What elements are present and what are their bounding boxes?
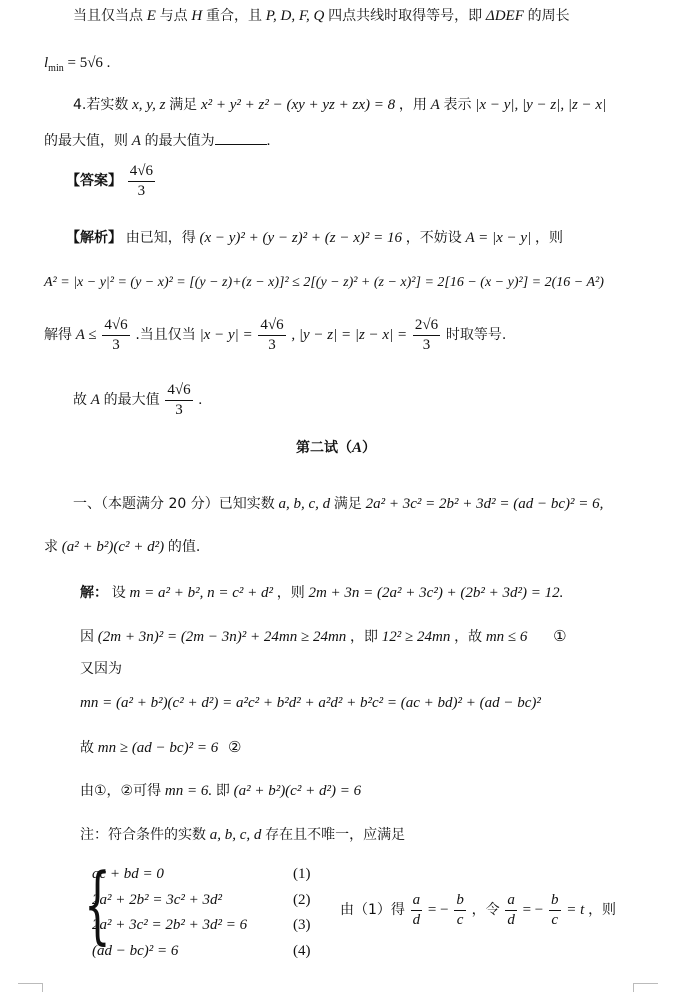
text: 的最大值 bbox=[103, 391, 160, 408]
text: 由已知，得 bbox=[125, 230, 196, 246]
math: (x − y)² + (y − z)² + (z − x)² = 16 bbox=[199, 230, 402, 246]
section-title bbox=[296, 441, 376, 456]
text: 的值. bbox=[167, 539, 201, 555]
text: ，用 bbox=[398, 97, 427, 113]
math: , |y − z| = |z − x| = bbox=[291, 326, 408, 343]
math: mn ≤ 6 bbox=[485, 629, 528, 645]
math: A ≤ bbox=[75, 326, 97, 343]
text: ，故 bbox=[454, 629, 483, 645]
numerator: 4√6 bbox=[102, 318, 129, 336]
math: mn ≥ (ad − bc)² = 6 bbox=[97, 740, 219, 756]
equation-tag: (3) bbox=[293, 917, 311, 933]
problem-statement bbox=[44, 540, 200, 555]
numerator: a bbox=[505, 893, 517, 911]
math: = 5√6 . bbox=[67, 55, 111, 71]
math: = − bbox=[522, 901, 544, 918]
numerator: a bbox=[411, 893, 423, 911]
text: 由（1）得 bbox=[340, 901, 405, 918]
circled-two-mark: ② bbox=[227, 740, 242, 756]
text: ，则 bbox=[534, 230, 563, 246]
denominator: c bbox=[551, 912, 559, 928]
fraction bbox=[505, 893, 517, 928]
denominator: d bbox=[412, 912, 421, 928]
text: 第二试（ bbox=[296, 440, 352, 456]
text: 满足 bbox=[169, 97, 198, 113]
numerator: 4√6 bbox=[258, 318, 285, 336]
denominator: 3 bbox=[268, 337, 276, 353]
analysis-line bbox=[73, 383, 202, 418]
fraction bbox=[165, 383, 192, 418]
solution-line: 又因为 bbox=[80, 661, 122, 677]
fraction bbox=[549, 893, 561, 928]
text: . bbox=[266, 133, 271, 149]
text: 4.若实数 bbox=[73, 97, 129, 113]
answer bbox=[66, 164, 157, 199]
math: P, D, F, Q bbox=[265, 8, 325, 24]
math: a, b, c, d bbox=[278, 496, 331, 512]
system-equation: ac + bd = 0 bbox=[92, 866, 164, 882]
circled-one-mark: ① bbox=[553, 629, 567, 645]
math: x² + y² + z² − (xy + yz + zx) = 8 bbox=[200, 97, 396, 113]
solution-line bbox=[80, 586, 563, 601]
math: |x − y|, |y − z|, |z − x| bbox=[475, 97, 607, 113]
numerator: 4√6 bbox=[128, 164, 155, 182]
text: 存在且不唯一，应满足 bbox=[265, 827, 406, 843]
left-brace: { bbox=[84, 855, 111, 953]
math: A bbox=[90, 391, 100, 408]
numerator: b bbox=[549, 893, 561, 911]
text: 一、（本题满分 20 分）已知实数 bbox=[73, 496, 275, 512]
text: . bbox=[198, 391, 203, 408]
text: ，则 bbox=[276, 585, 305, 601]
fraction bbox=[128, 164, 155, 199]
denominator: 3 bbox=[137, 183, 146, 199]
analysis-label: 【解析】 bbox=[66, 230, 122, 246]
text: 满足 bbox=[333, 496, 362, 512]
math: H bbox=[191, 8, 203, 24]
math: = − bbox=[427, 901, 449, 918]
analysis-equation: A² = |x − y|² = (y − x)² = [(y − z)+(z − x)]² ≤ 2[(y − z)² + (z − x)²] = 2[16 − (x − y)²] = 2(16 − A²) bbox=[44, 275, 604, 290]
equation-tag: (2) bbox=[293, 892, 311, 908]
denominator: d bbox=[507, 912, 515, 928]
math: (2m + 3n)² = (2m − 3n)² + 24mn ≥ 24mn bbox=[97, 629, 347, 645]
math: E bbox=[146, 8, 156, 24]
solution-equation: mn = (a² + b²)(c² + d²) = a²c² + b²d² + a²d² + b²c² = (ac + bd)² + (ad − bc)² bbox=[80, 695, 541, 711]
text: ） bbox=[362, 440, 377, 456]
math: = t bbox=[566, 901, 585, 918]
text: 表示 bbox=[443, 97, 472, 113]
solution-line bbox=[80, 630, 567, 645]
text: 由①，②可得 bbox=[80, 783, 162, 799]
text: 即 bbox=[215, 783, 230, 799]
text: ，即 bbox=[350, 629, 379, 645]
text: 故 bbox=[80, 740, 94, 756]
solution-line bbox=[80, 828, 405, 843]
math: (a² + b²)(c² + d²) = 6 bbox=[233, 783, 362, 799]
text: 的周长 bbox=[527, 8, 570, 24]
text: .当且仅当 bbox=[135, 326, 196, 343]
denominator: 3 bbox=[175, 402, 183, 418]
text: 求 bbox=[44, 539, 58, 555]
math: 2m + 3n = (2a² + 3c²) + (2b² + 3d²) = 12. bbox=[308, 585, 564, 601]
math: A bbox=[430, 97, 440, 113]
text-line bbox=[73, 9, 570, 24]
subscript: min bbox=[48, 63, 64, 74]
numerator: 2√6 bbox=[413, 318, 440, 336]
solution-line bbox=[80, 784, 361, 799]
analysis-line bbox=[66, 231, 563, 246]
fraction bbox=[258, 318, 285, 353]
denominator: c bbox=[456, 912, 464, 928]
text: 当且仅当点 bbox=[73, 8, 143, 24]
text: 的最大值，则 bbox=[44, 133, 128, 149]
denominator: 3 bbox=[422, 337, 431, 353]
text: 的最大值为 bbox=[144, 133, 215, 149]
answer-blank bbox=[215, 144, 267, 145]
math: x, y, z bbox=[132, 97, 166, 113]
numerator: b bbox=[454, 893, 466, 911]
math: A bbox=[131, 133, 141, 149]
math: A = |x − y| bbox=[465, 230, 532, 246]
text: 重合，且 bbox=[206, 8, 263, 24]
text: 设 bbox=[111, 585, 126, 601]
equation-tag: (4) bbox=[293, 943, 311, 959]
numerator: 4√6 bbox=[165, 383, 192, 401]
text: ，不妨设 bbox=[405, 230, 462, 246]
system-equation: 2a² + 2b² = 3c² + 3d² bbox=[92, 892, 223, 908]
math: A bbox=[352, 440, 363, 456]
fraction bbox=[102, 318, 129, 353]
problem-statement bbox=[73, 98, 606, 113]
text: 与点 bbox=[159, 8, 188, 24]
text: 时取等号. bbox=[445, 326, 507, 343]
math: (a² + b²)(c² + d²) bbox=[61, 539, 165, 555]
math: a, b, c, d bbox=[209, 827, 262, 843]
text: ，则 bbox=[588, 901, 617, 918]
math: mn = 6. bbox=[164, 783, 213, 799]
problem-statement bbox=[73, 497, 603, 512]
problem-statement bbox=[44, 134, 270, 149]
solution-line bbox=[80, 741, 241, 756]
math: m = a² + b², n = c² + d² bbox=[129, 585, 273, 601]
text: 解得 bbox=[44, 326, 72, 343]
fraction bbox=[454, 893, 466, 928]
equation-tag: (1) bbox=[293, 866, 311, 882]
math: 2a² + 3c² = 2b² + 3d² = (ad − bc)² = 6, bbox=[365, 496, 604, 512]
solution-line bbox=[340, 893, 616, 928]
text: 注：符合条件的实数 bbox=[80, 827, 206, 843]
system-equation: 2a² + 3c² = 2b² + 3d² = 6 bbox=[92, 917, 248, 933]
fraction bbox=[413, 318, 440, 353]
math: 12² ≥ 24mn bbox=[381, 629, 451, 645]
denominator: 3 bbox=[112, 337, 120, 353]
fraction bbox=[411, 893, 423, 928]
system-equation: (ad − bc)² = 6 bbox=[92, 943, 179, 959]
text: 因 bbox=[80, 629, 94, 645]
answer-label: 【答案】 bbox=[66, 172, 122, 189]
math: l bbox=[44, 55, 49, 71]
analysis-line bbox=[44, 318, 506, 353]
math: ΔDEF bbox=[485, 8, 524, 24]
text: 四点共线时取得等号，即 bbox=[328, 8, 483, 24]
text-line bbox=[44, 56, 110, 74]
text: 故 bbox=[73, 391, 87, 408]
text: ，令 bbox=[471, 901, 500, 918]
solution-label: 解： bbox=[80, 585, 108, 601]
math: |x − y| = bbox=[199, 326, 253, 343]
